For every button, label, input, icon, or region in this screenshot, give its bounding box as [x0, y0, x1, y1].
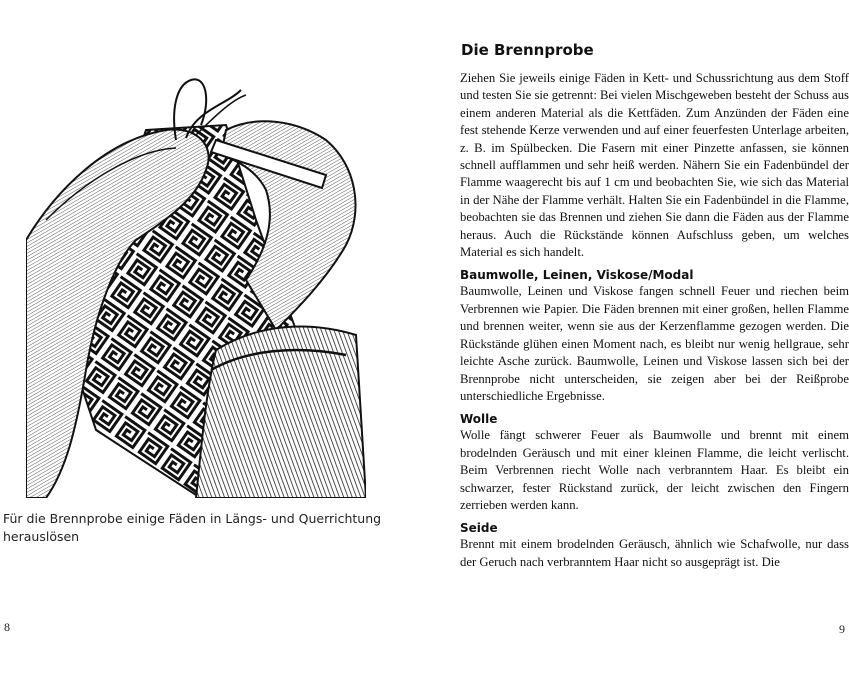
- section-heading-wool: Wolle: [460, 412, 498, 427]
- section-text-cotton-linen: Baumwolle, Leinen und Viskose fangen schnell Feuer und riechen beim Verbrennen wie Papier. Die Fäden brennen mit einer großen, hellen Flamme und brennen weiter, wenn sie aus der Kerzenflamme gezogen werden. Die Rückstände glühen einen Moment nach, es bleibt nur wenig hellgraue, sehr leichte Asche zurück. Baumwolle, Leinen und Viskose lassen sich bei der Brennprobe nicht unterscheiden, sie zeigen aber bei der Reißprobe unterschiedliche Ergebnisse.: [460, 284, 849, 403]
- hands-pulling-threads-illustration: [26, 70, 366, 498]
- page-title: Die Brennprobe: [461, 41, 594, 59]
- page-number-left: 8: [4, 620, 10, 634]
- section-text-silk: Brennt mit einem brodelnden Geräusch, ähnlich wie Schafwolle, nur dass der Geruch nach verbranntem Haar nicht so ausgeprägt ist. Die: [460, 537, 849, 569]
- intro-paragraph: Ziehen Sie jeweils einige Fäden in Kett- und Schussrichtung aus dem Stoff und testen Sie sie getrennt: Bei vielen Mischgeweben besteht der Schuss aus einem anderen Material als die Kettfäden. Zum Anzünden der Fäden eine fest stehende Kerze verwenden und auf einer feuerfesten Unterlage arbeiten, z. B. im Spülbecken. Die Fasern mit einer Pinzette anfassen, sie können schnell aufflammen und sehr heiß werden. Nähern Sie ein Fadenbündel der Flamme waagerecht bis auf 1 cm und beobachten Sie, wie sich das Material in der Nähe der Flamme verhält. Halten Sie ein Fadenbündel in die Flamme, beobachten sie das Brennen und ziehen Sie dann die Fäden aus der Flamme heraus. Auch die Rückstände können Aufschluss geben, um welches Material es sich handelt.: [460, 71, 849, 260]
- body-text: [460, 70, 849, 576]
- page-number-right: 9: [839, 622, 845, 636]
- right-page: [424, 0, 849, 679]
- section-heading-cotton-linen: Baumwolle, Leinen, Viskose/Modal: [460, 268, 694, 283]
- left-page: [0, 0, 424, 679]
- section-heading-silk: Seide: [460, 521, 498, 536]
- section-text-wool: Wolle fängt schwerer Feuer als Baumwolle und brennt mit einem brodelnden Geräusch und mit einer kleinen Flamme, die leicht verlischt. Beim Verbrennen riecht Wolle nach verbranntem Haar. Es bleibt ein schwarzer, fester Rückstand zurück, der leicht zwischen den Fingern zerrieben werden kann.: [460, 428, 849, 512]
- illustration-caption: Für die Brennprobe einige Fäden in Längs- und Querrichtung herauslösen: [3, 511, 382, 544]
